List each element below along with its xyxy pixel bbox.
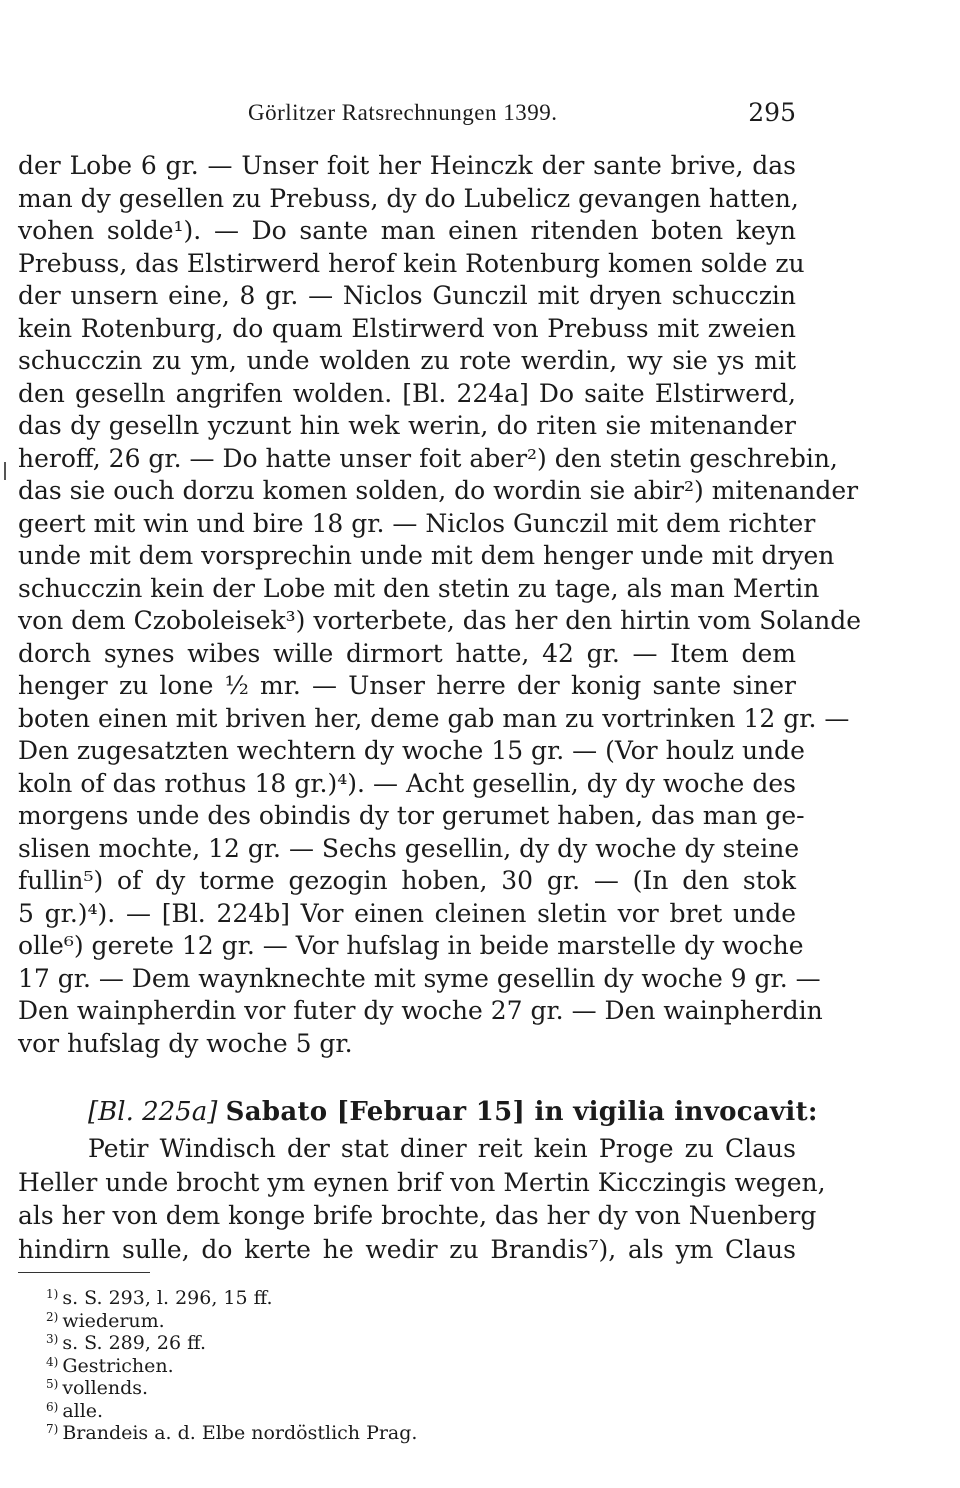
text-line: Heller unde brocht ym eynen brif von Mertin Kicczingis wegen, [18,1167,826,1197]
folio-reference: [Bl. 225a] [88,1097,218,1127]
text-line: henger zu lone ½ mr. — Unser herre der konig sante siner [18,671,796,700]
text-line: Petir Windisch der stat diner reit kein Proge zu Claus [88,1134,796,1163]
text-line: unde mit dem vorsprechin unde mit dem henger unde mit dryen [18,541,835,570]
text-line: der unsern eine, 8 gr. — Niclos Gunczil mit dryen schucczin [18,281,796,310]
footnote-text: vollends. [62,1377,149,1399]
text-line: von dem Czoboleisek³) vorterbete, das her den hirtin vom Solande [18,606,862,635]
footnote-number: 2) [46,1309,59,1324]
text-line: morgens unde des obindis dy tor gerumet haben, das man ge- [18,801,805,830]
margin-mark [4,462,6,480]
text-line: der Lobe 6 gr. — Unser foit her Heinczk der sante brive, das [18,151,796,180]
footnote [46,1328,546,1354]
footnote [46,1283,546,1309]
text-line: kein Rotenburg, do quam Elstirwerd von Prebuss mit zweien [18,313,796,343]
text-line: das dy geselln yczunt hin wek werin, do riten sie mitenander [18,411,796,440]
text-line: Den zugesatzten wechtern dy woche 15 gr. — (Vor houlz unde [18,736,805,765]
footnote-divider [18,1272,150,1273]
text-line: Prebuss, das Elstirwerd herof kein Rotenburg komen solde zu [18,248,805,278]
footnote-text: alle. [62,1399,104,1422]
text-line: Den wainpherdin vor futer dy woche 27 gr. — Den wainpherdin [18,996,823,1025]
text-line: 5 gr.)⁴). — [Bl. 224b] Vor einen cleinen sletin vor bret unde [18,898,796,928]
text-line: als her von dem konge brife brochte, das her dy von Nuenberg [18,1201,817,1230]
footnote-text: s. S. 289, 26 ff. [62,1332,206,1354]
main-text [18,150,862,1060]
footnote-text: wiederum. [62,1309,165,1332]
text-line: den geselln angrifen wolden. [Bl. 224a] Do saite Elstirwerd, [18,378,796,408]
footnote-number: 6) [46,1399,59,1414]
text-line: schucczin zu ym, unde wolden zu rote werdin, wy sie ys mit [18,346,796,375]
footnotes [46,1283,546,1444]
footnote [46,1351,546,1377]
text-line: fullin⁵) of dy torme gezogin hoben, 30 gr. — (In den stok [18,866,796,895]
footnote-number: 5) [46,1377,59,1391]
text-line: das sie ouch dorzu komen solden, do wordin sie abir²) mitenander [18,476,859,505]
footnote-number: 7) [46,1422,59,1436]
running-title: Görlitzer Ratsrechnungen 1399. [248,100,558,125]
text-line: schucczin kein der Lobe mit den stetin zu tage, als man Mertin [18,573,820,603]
footnote-number: 1) [46,1287,59,1301]
footnote-text: s. S. 293, l. 296, 15 ff. [62,1287,273,1309]
footnote [46,1373,546,1399]
text-line: 17 gr. — Dem waynknechte mit syme gesellin dy woche 9 gr. — [18,963,821,993]
footnote-text: Brandeis a. d. Elbe nordöstlich Prag. [62,1422,418,1444]
footnote [46,1418,546,1444]
text-line: man dy gesellen zu Prebuss, dy do Lubelicz gevangen hatten, [18,183,799,213]
text-line: heroff, 26 gr. — Do hatte unser foit aber²) den stetin geschrebin, [18,443,838,473]
text-line: vohen solde¹). — Do sante man einen ritenden boten keyn [18,216,796,245]
footnote-number: 3) [46,1332,59,1346]
section-title: Sabato [Februar 15] in vigilia invocavit: [225,1097,818,1127]
text-line: slisen mochte, 12 gr. — Sechs gesellin, dy dy woche dy steine [18,833,800,863]
text-line: koln of das rothus 18 gr.)⁴). — Acht gesellin, dy dy woche des [18,768,796,798]
section-heading [18,1092,818,1132]
text-line: boten einen mit briven her, deme gab man zu vortrinken 12 gr. — [18,703,850,733]
text-line: vor hufslag dy woche 5 gr. [18,1028,353,1058]
footnote [46,1306,546,1332]
text-line: geert mit win und bire 18 gr. — Niclos Gunczil mit dem richter [18,508,816,538]
text-line: olle⁶) gerete 12 gr. — Vor hufslag in beide marstelle dy woche [18,931,804,960]
footnote-text: Gestrichen. [62,1354,174,1377]
text-line: hindirn sulle, do kerte he wedir zu Brandis⁷), als ym Claus [18,1234,796,1264]
page-number: 295 [748,98,796,127]
footnote-number: 4) [46,1354,59,1369]
section-text [18,1132,826,1266]
text-line: dorch synes wibes wille dirmort hatte, 42 gr. — Item dem [18,638,796,668]
